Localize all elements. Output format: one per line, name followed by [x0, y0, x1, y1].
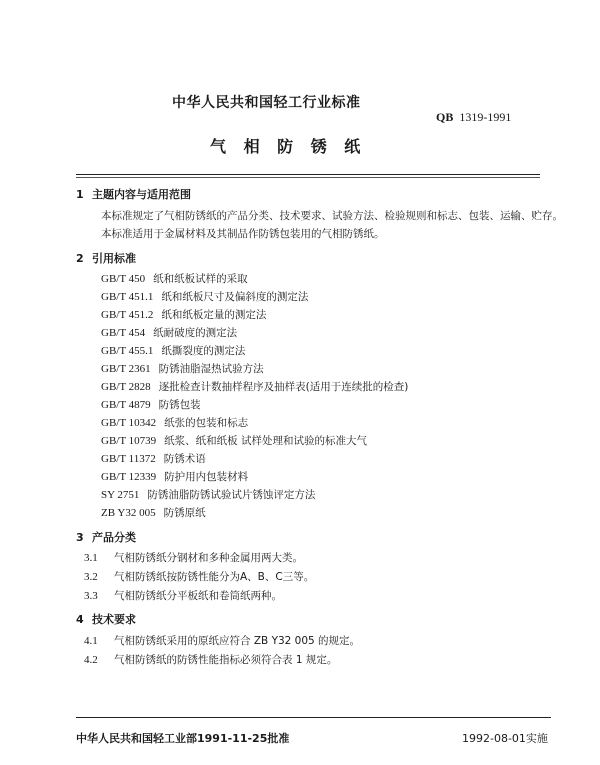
- reference-item: [101, 469, 248, 484]
- approval-statement: 中华人民共和国轻工业部1991-11-25批准: [76, 732, 290, 745]
- clause-number: 4.2: [84, 654, 98, 666]
- reference-code: GB/T 10342: [101, 417, 157, 429]
- section-1-paragraph-2: 本标准适用于金属材料及其制品作防锈包装用的气相防锈纸。: [101, 228, 385, 240]
- standard-code: 1319-1991: [459, 110, 512, 124]
- standard-number: [436, 110, 511, 125]
- reference-title: 纸张的包装和标志: [164, 417, 249, 429]
- reference-title: 防锈包装: [158, 399, 201, 411]
- reference-code: GB/T 450: [101, 273, 146, 285]
- clause-item: [84, 652, 337, 667]
- reference-item: [101, 343, 245, 358]
- clause-number: 3.1: [84, 552, 98, 564]
- header-divider: [76, 174, 540, 175]
- reference-title: 纸耐破度的测定法: [153, 327, 238, 339]
- reference-item: [101, 289, 308, 304]
- reference-title: 防护用内包装材料: [164, 471, 249, 483]
- standard-prefix: QB: [436, 110, 454, 124]
- reference-code: GB/T 12339: [101, 471, 157, 483]
- section-2-heading: [76, 250, 136, 266]
- clause-number: 3.2: [84, 571, 98, 583]
- reference-title: 防锈油脂湿热试验方法: [158, 363, 264, 375]
- section-number: 3: [76, 531, 84, 544]
- section-title: 技术要求: [92, 613, 136, 626]
- reference-title: 防锈原纸: [163, 507, 206, 519]
- reference-title: 纸和纸板尺寸及偏斜度的测定法: [161, 291, 309, 303]
- section-title: 产品分类: [92, 531, 136, 544]
- reference-item: [101, 433, 367, 448]
- section-number: 4: [76, 613, 84, 626]
- reference-code: GB/T 454: [101, 327, 146, 339]
- section-title: 主题内容与适用范围: [92, 188, 191, 201]
- section-title: 引用标准: [92, 252, 136, 265]
- reference-item: [101, 397, 201, 412]
- reference-item: [101, 415, 248, 430]
- implementation-date: 1992-08-01实施: [462, 732, 548, 745]
- reference-code: GB/T 2828: [101, 381, 151, 393]
- clause-item: [84, 550, 303, 565]
- clause-number: 3.3: [84, 590, 98, 602]
- reference-item: [101, 487, 315, 502]
- reference-code: GB/T 451.2: [101, 309, 154, 321]
- reference-code: GB/T 451.1: [101, 291, 154, 303]
- reference-code: GB/T 2361: [101, 363, 151, 375]
- clause-item: [84, 633, 360, 648]
- reference-item: [101, 325, 237, 340]
- reference-code: GB/T 4879: [101, 399, 151, 411]
- reference-title: 纸浆、纸和纸板 试样处理和试验的标准大气: [164, 435, 367, 447]
- reference-title: 纸和纸板试样的采取: [153, 273, 248, 285]
- section-number: 2: [76, 252, 84, 265]
- reference-item: [101, 379, 408, 394]
- reference-item: [101, 451, 206, 466]
- clause-number: 4.1: [84, 635, 98, 647]
- section-1-heading: [76, 186, 191, 202]
- header-divider-secondary: [76, 177, 540, 178]
- clause-text: 气相防锈纸采用的原纸应符合 ZB Y32 005 的规定。: [114, 635, 361, 647]
- reference-item: [101, 361, 264, 376]
- clause-item: [84, 588, 282, 603]
- reference-item: [101, 505, 206, 520]
- clause-item: [84, 569, 314, 584]
- clause-text: 气相防锈纸分平板纸和卷筒纸两种。: [114, 590, 282, 602]
- reference-code: GB/T 10739: [101, 435, 157, 447]
- reference-code: SY 2751: [101, 489, 140, 501]
- section-3-heading: [76, 529, 136, 545]
- section-4-heading: [76, 611, 136, 627]
- reference-code: ZB Y32 005: [101, 507, 156, 519]
- document-title: 气 相 防 锈 纸: [210, 137, 367, 156]
- section-1-paragraph-1: 本标准规定了气相防锈纸的产品分类、技术要求、试验方法、检验规则和标志、包装、运输、贮存。: [101, 210, 563, 222]
- section-number: 1: [76, 188, 84, 201]
- reference-item: [101, 307, 266, 322]
- footer-divider: [76, 717, 551, 718]
- reference-code: GB/T 11372: [101, 453, 156, 465]
- reference-title: 纸和纸板定量的测定法: [161, 309, 267, 321]
- reference-title: 纸撕裂度的测定法: [161, 345, 246, 357]
- reference-title: 防锈油脂防锈试验试片锈蚀评定方法: [147, 489, 316, 501]
- reference-item: [101, 271, 248, 286]
- issuing-organization: 中华人民共和国轻工行业标准: [172, 95, 361, 111]
- reference-title: 逐批检查计数抽样程序及抽样表(适用于连续批的检查): [158, 381, 409, 393]
- clause-text: 气相防锈纸分钢材和多种金属用两大类。: [114, 552, 303, 564]
- clause-text: 气相防锈纸的防锈性能指标必须符合表 1 规定。: [114, 654, 338, 666]
- reference-code: GB/T 455.1: [101, 345, 154, 357]
- clause-text: 气相防锈纸按防锈性能分为A、B、C三等。: [114, 571, 315, 583]
- reference-title: 防锈术语: [163, 453, 206, 465]
